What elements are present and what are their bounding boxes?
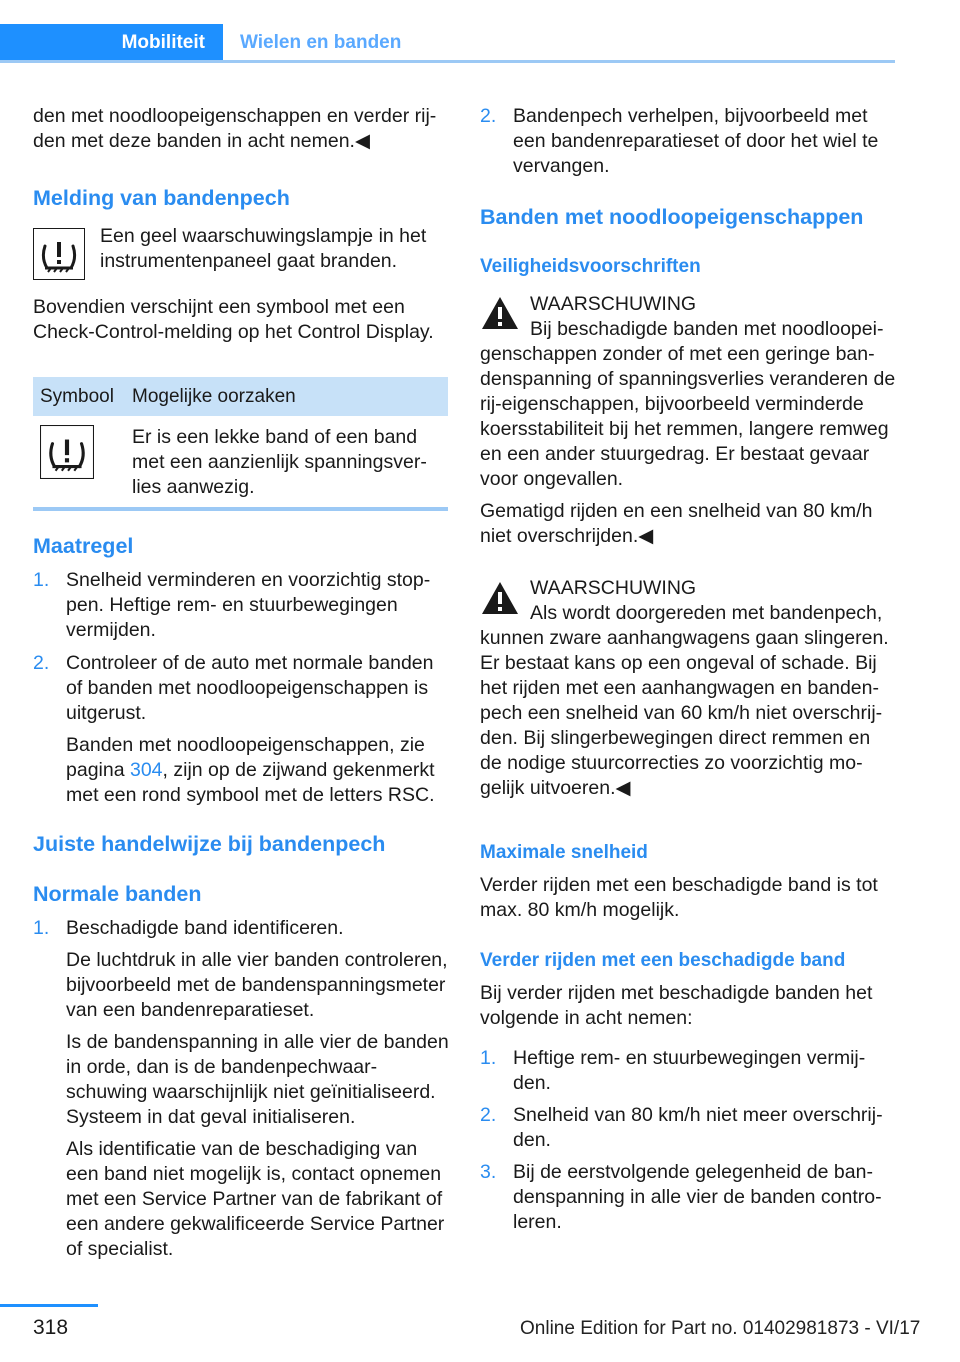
list-item-text: Bij de eerstvolgende gelegenheid de bandenspanning in alle vier de banden controleren. xyxy=(513,1161,882,1233)
veiligheid-heading: Veiligheidsvoorschriften xyxy=(480,256,701,277)
right-list-continuation xyxy=(480,104,895,179)
warning-1-text: Bij beschadigde banden met noodloopeigenschappen zonder of met een geringe bandenspanning of spanningsverlies veranderen de rij-eigenschappen, bijvoorbeeld verminderde koersstabiliteit bij het remmen, langere remweg en een ander stuurgedrag. Er bestaat gevaar voor ongevallen. Gematigd rijden en een snelheid van 80 km/h niet overschrijden.◀ xyxy=(480,318,896,547)
melding-heading: Melding van bandenpech xyxy=(33,186,290,210)
page-number: 318 xyxy=(33,1316,69,1339)
table-header-oorzaken: Mogelijke oorzaken xyxy=(132,386,296,407)
list-item-text: Beschadigde band identificeren. xyxy=(66,917,344,939)
warning-2-text: Als wordt doorgereden met bandenpech, kunnen zware aanhangwagens gaan slingeren. Er bestaat kans op een ongeval of schade. Bij het rijden met een aanhangwagen en bandenpech een snelheid van 60 km/h niet overschrijden. Bij slingerbewegingen direct remmen en de nodige stuurcorrecties zo voorzichtig mogelijk uitvoeren.◀ xyxy=(480,602,889,799)
list-item xyxy=(33,916,449,941)
verder-list xyxy=(480,1046,895,1235)
verder-text: Bij verder rijden met beschadigde banden het volgende in acht nemen: xyxy=(480,982,873,1029)
normale-para-3: Als identificatie van de beschadiging van een band niet mogelijk is, contact opnemen met een Service Partner van de fabrikant of een andere gekwalificeerde Service Partner of specialist. xyxy=(66,1138,445,1260)
edition-footer: Online Edition for Part no. 01402981873 - VI/17 xyxy=(520,1318,921,1339)
list-item-number: 2. xyxy=(480,1104,497,1126)
normale-para-2: Is de bandenspanning in alle vier de banden in orde, dan is de bandenpechwaarschuwing waarschijnlijk niet geïnitialiseerd. Systeem in dat geval initialiseren. xyxy=(66,1031,449,1128)
list-item-number: 1. xyxy=(33,917,50,939)
list-item-number: 1. xyxy=(480,1047,497,1069)
list-item-text: Snelheid verminderen en voorzichtig stoppen. Heftige rem- en stuurbewegingen vermijden. xyxy=(66,569,431,641)
list-item xyxy=(480,1046,895,1096)
list-item xyxy=(480,104,895,179)
table-tire-warning-icon xyxy=(40,425,94,479)
table-row-cause: Er is een lekke band of een band met een aanzienlijk spanningsverlies aanwezig. xyxy=(132,426,427,498)
normale-heading: Normale banden xyxy=(33,882,202,906)
normale-para-1: De luchtdruk in alle vier banden controleren, bijvoorbeeld met de bandenspanningsmeter van een bandenreparatieset. xyxy=(66,949,448,1021)
list-item-text: Bandenpech verhelpen, bijvoorbeeld met een bandenreparatieset of door het wiel te vervangen. xyxy=(513,105,879,177)
list-item-number: 2. xyxy=(480,105,497,127)
melding-text: Een geel waarschuwingslampje in het instrumentenpaneel gaat branden. xyxy=(100,225,427,272)
table-bottom-rule xyxy=(33,507,448,511)
symbol-table-header xyxy=(33,377,448,416)
bovendien-text: Bovendien verschijnt een symbool met een Check-Control-melding op het Control Display. xyxy=(33,296,434,343)
rsc-note: Banden met noodloopeigenschappen, zie pagina 304, zijn op de zijwand gekenmerkt met een rond symbool met de letters RSC. xyxy=(66,734,435,806)
list-item-text: Controleer of de auto met normale banden of banden met noodloopeigenschappen is uitgerust. xyxy=(66,652,434,724)
warning-label-1: WAARSCHUWING xyxy=(530,293,697,315)
normale-list xyxy=(33,916,449,1262)
list-item-number: 3. xyxy=(480,1161,497,1183)
section-tab: Mobiliteit xyxy=(0,24,223,62)
list-item xyxy=(33,568,449,643)
maatregel-heading: Maatregel xyxy=(33,534,134,558)
header-rule xyxy=(0,60,895,63)
chapter-tab: Wielen en banden xyxy=(240,32,402,53)
list-item-text: Snelheid van 80 km/h niet meer overschrijden. xyxy=(513,1104,883,1151)
juiste-heading: Juiste handelwijze bij bandenpech xyxy=(33,832,386,856)
list-item-number: 1. xyxy=(33,569,50,591)
list-item xyxy=(480,1103,895,1153)
table-header-symbool: Symbool xyxy=(40,386,114,407)
intro-text: den met noodloopeigenschappen en verder rijden met deze banden in acht nemen.◀ xyxy=(33,105,437,152)
page-number-rule xyxy=(0,1304,98,1307)
list-item-number: 2. xyxy=(33,652,50,674)
list-item xyxy=(480,1160,895,1235)
list-item xyxy=(33,651,449,726)
maatregel-list xyxy=(33,568,449,808)
page-link-304[interactable]: 304 xyxy=(129,759,163,781)
list-item-text: Heftige rem- en stuurbewegingen vermijden. xyxy=(513,1047,866,1094)
verder-heading: Verder rijden met een beschadigde band xyxy=(480,950,846,971)
max-speed-heading: Maximale snelheid xyxy=(480,842,648,863)
rsc-heading: Banden met noodloopeigenschappen xyxy=(480,205,864,229)
warning-label-2: WAARSCHUWING xyxy=(530,577,697,599)
max-speed-text: Verder rijden met een beschadigde band is tot max. 80 km/h mogelijk. xyxy=(480,874,878,921)
tire-pressure-warning-icon xyxy=(33,228,85,280)
